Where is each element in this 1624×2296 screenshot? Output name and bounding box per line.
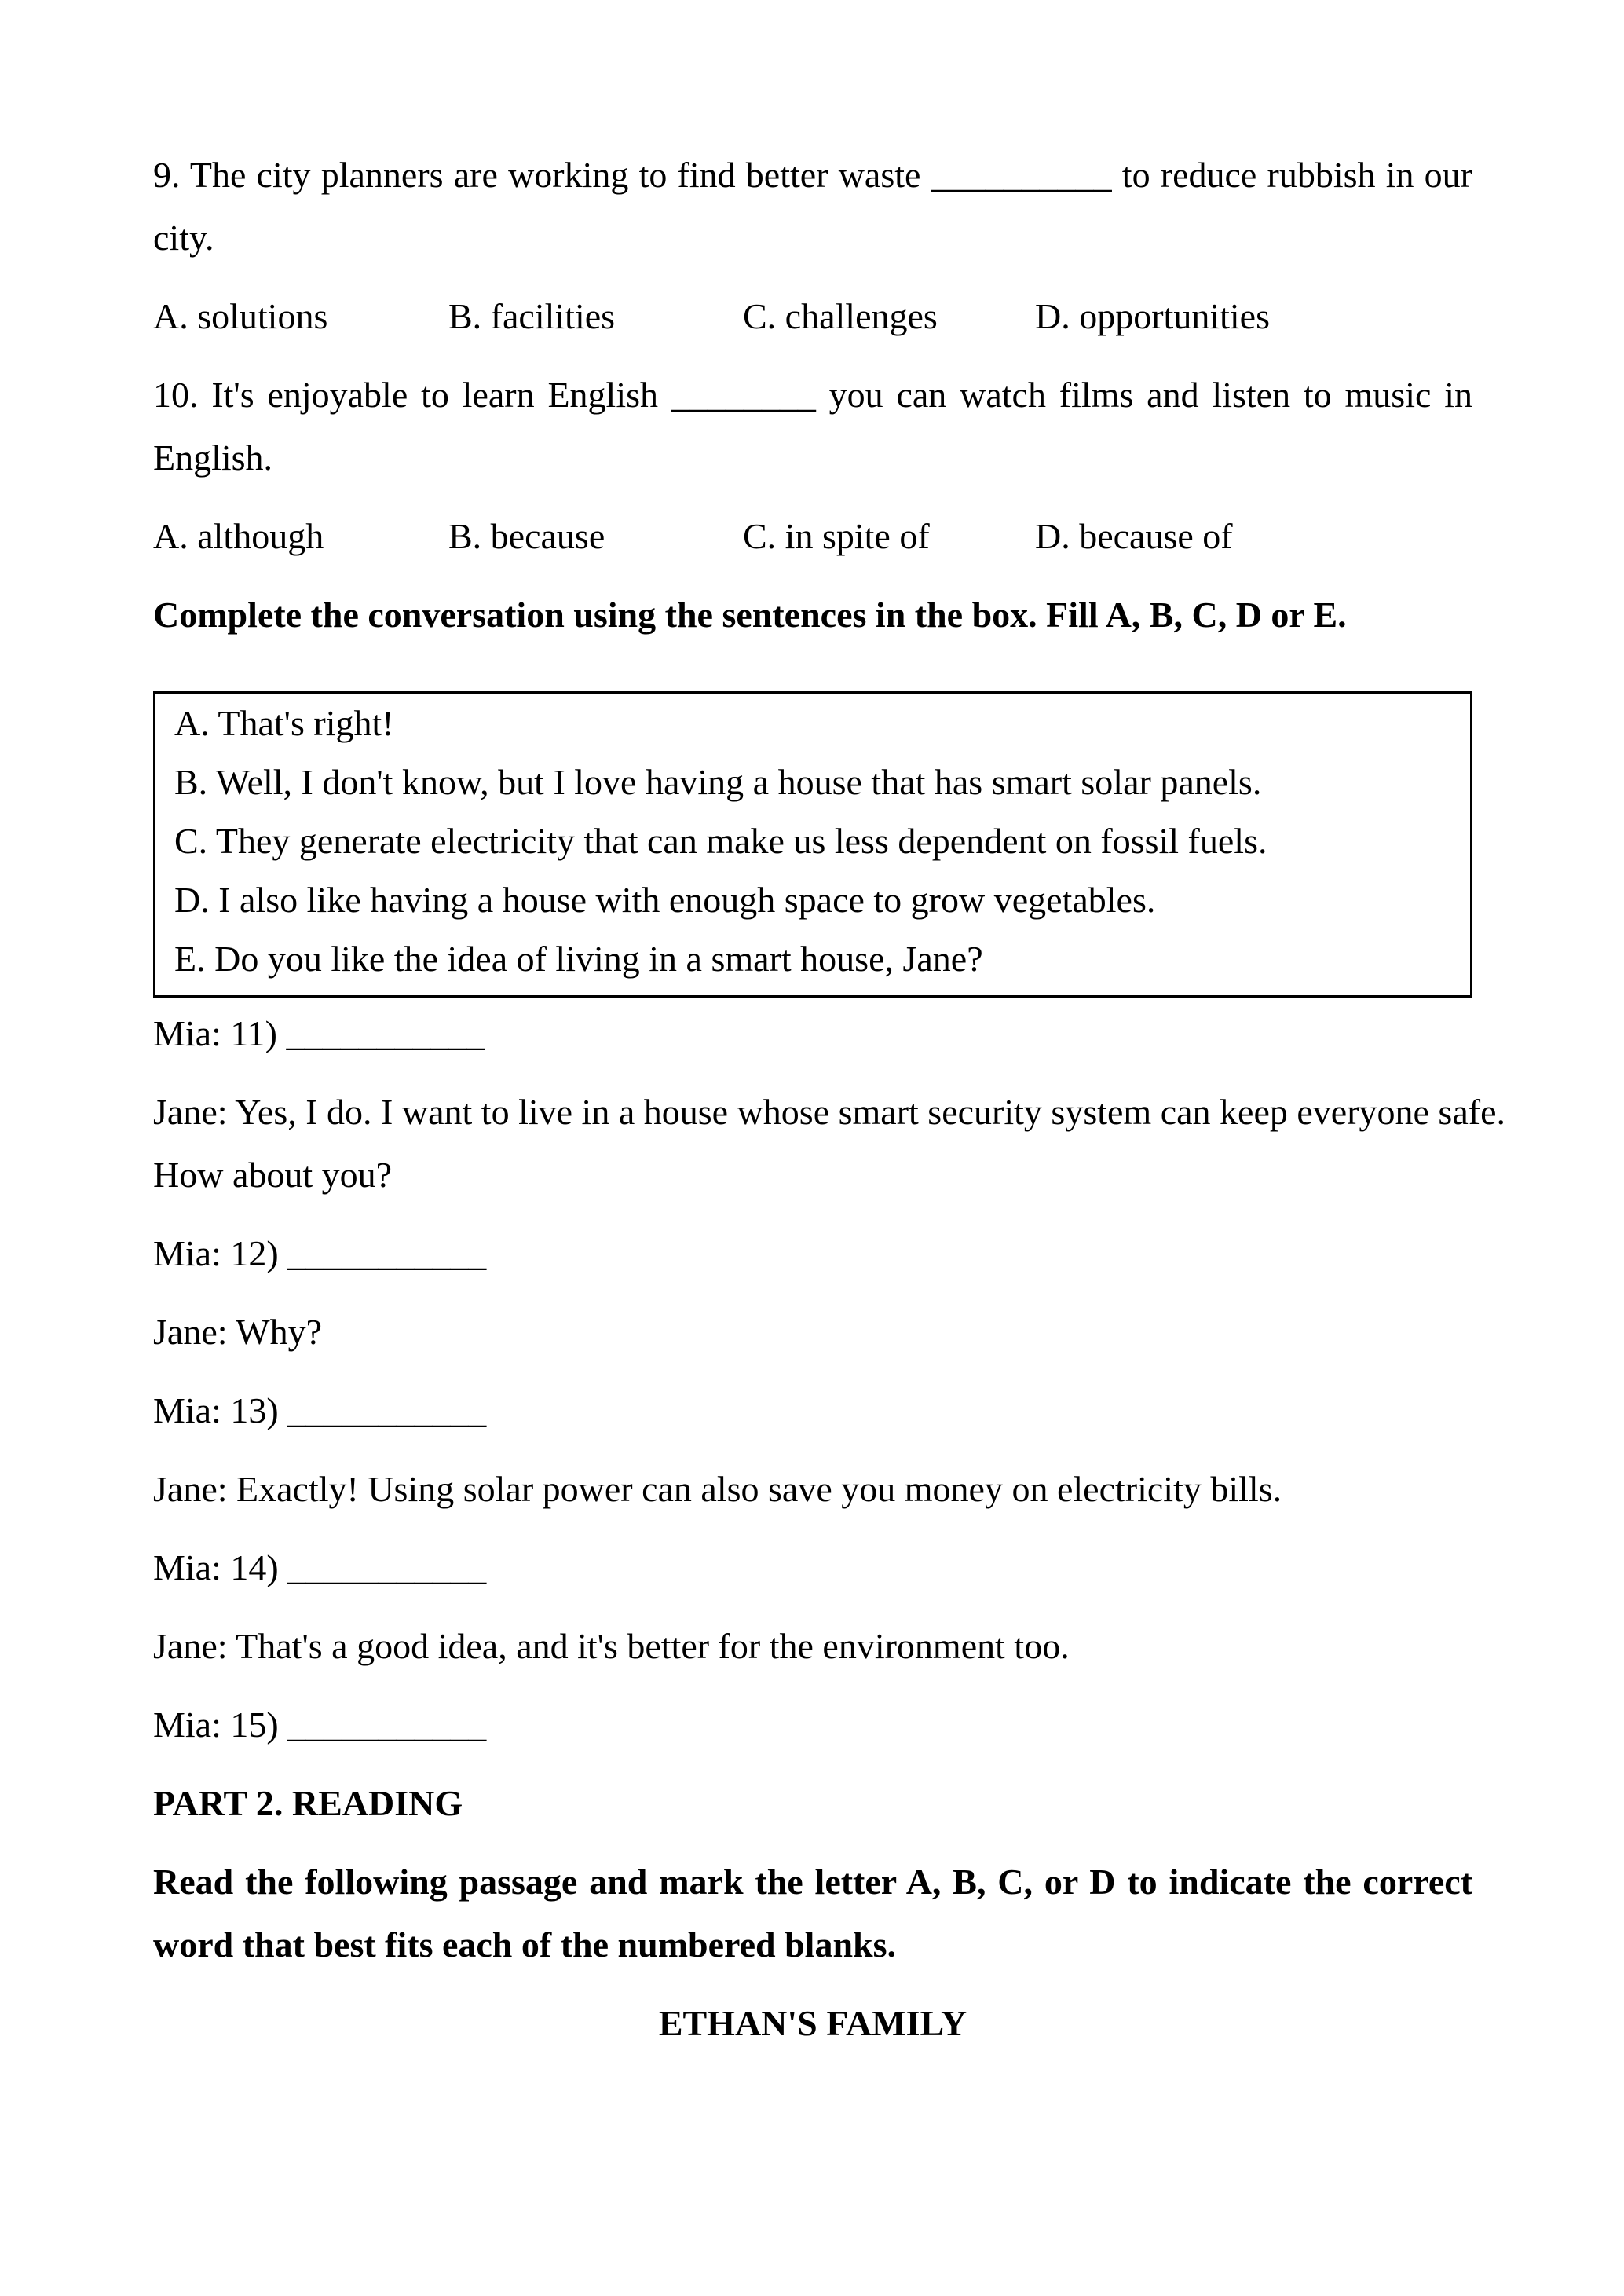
question-9-line-2: city.: [153, 218, 214, 258]
reading-instruction-line-1: Read the following passage and mark the letter A, B, C, or D to indicate the correct: [153, 1862, 1472, 1902]
dialogue-mia-12: [153, 1222, 1472, 1285]
reading-instruction-line-2: word that best fits each of the numbered blanks.: [153, 1924, 897, 1965]
part2-heading: [153, 1772, 1472, 1835]
question-9-option-d: D. opportunities: [1035, 296, 1270, 336]
dialogue-jane-3-text: Jane: Exactly! Using solar power can also save you money on electricity bills.: [153, 1469, 1282, 1509]
question-9: [153, 144, 1472, 269]
dialogue-jane-1: [153, 1081, 1505, 1207]
dialogue-mia-11: [153, 1002, 1472, 1065]
dialogue-jane-2: [153, 1301, 1472, 1364]
conversation-instruction-text: Complete the conversation using the sentences in the box. Fill A, B, C, D or E.: [153, 595, 1347, 635]
question-9-options: [153, 285, 1472, 348]
dialogue-jane-1-line-1: Jane: Yes, I do. I want to live in a house whose smart security system can keep everyone safe.: [153, 1092, 1505, 1132]
dialogue-jane-4-text: Jane: That's a good idea, and it's better for the environment too.: [153, 1626, 1070, 1666]
question-10: [153, 364, 1472, 489]
question-10-option-b: B. because: [448, 516, 605, 556]
dialogue-mia-15-text: Mia: 15) ___________: [153, 1705, 487, 1745]
passage-title: ETHAN'S FAMILY: [658, 2003, 967, 2043]
dialogue-jane-4: [153, 1615, 1472, 1678]
dialogue-mia-11-text: Mia: 11) ___________: [153, 1013, 485, 1053]
dialogue-jane-2-text: Jane: Why?: [153, 1312, 323, 1352]
dialogue-jane-3: [153, 1458, 1472, 1521]
dialogue-mia-13: [153, 1379, 1472, 1442]
question-9-line-1: 9. The city planners are working to find better waste __________ to reduce rubbish in our: [153, 155, 1472, 195]
box-sentence-c: C. They generate electricity that can make us less dependent on fossil fuels.: [174, 821, 1267, 861]
question-10-line-2: English.: [153, 438, 273, 478]
question-10-options: [153, 505, 1472, 568]
box-sentence-d: D. I also like having a house with enough space to grow vegetables.: [174, 880, 1156, 920]
sentence-box: [153, 691, 1472, 998]
dialogue-mia-13-text: Mia: 13) ___________: [153, 1390, 487, 1430]
box-sentence-b: B. Well, I don't know, but I love having a house that has smart solar panels.: [174, 762, 1262, 802]
passage-title-block: [153, 1992, 1472, 2055]
reading-instruction: [153, 1851, 1472, 1976]
part2-heading-text: PART 2. READING: [153, 1783, 463, 1823]
question-9-option-a: A. solutions: [153, 296, 328, 336]
dialogue-mia-14-text: Mia: 14) ___________: [153, 1547, 487, 1587]
dialogue-mia-14: [153, 1536, 1472, 1599]
box-sentence-e: E. Do you like the idea of living in a smart house, Jane?: [174, 939, 983, 979]
question-9-option-c: C. challenges: [743, 296, 938, 336]
question-10-line-1: 10. It's enjoyable to learn English ________ you can watch films and listen to music in: [153, 375, 1472, 415]
question-10-option-c: C. in spite of: [743, 516, 930, 556]
conversation-instruction: [153, 584, 1472, 646]
dialogue-mia-12-text: Mia: 12) ___________: [153, 1233, 487, 1273]
question-10-option-d: D. because of: [1035, 516, 1233, 556]
dialogue-jane-1-line-2: How about you?: [153, 1155, 393, 1195]
question-10-option-a: A. although: [153, 516, 324, 556]
dialogue-mia-15: [153, 1694, 1472, 1756]
box-sentence-a: A. That's right!: [174, 703, 394, 743]
question-9-option-b: B. facilities: [448, 296, 616, 336]
